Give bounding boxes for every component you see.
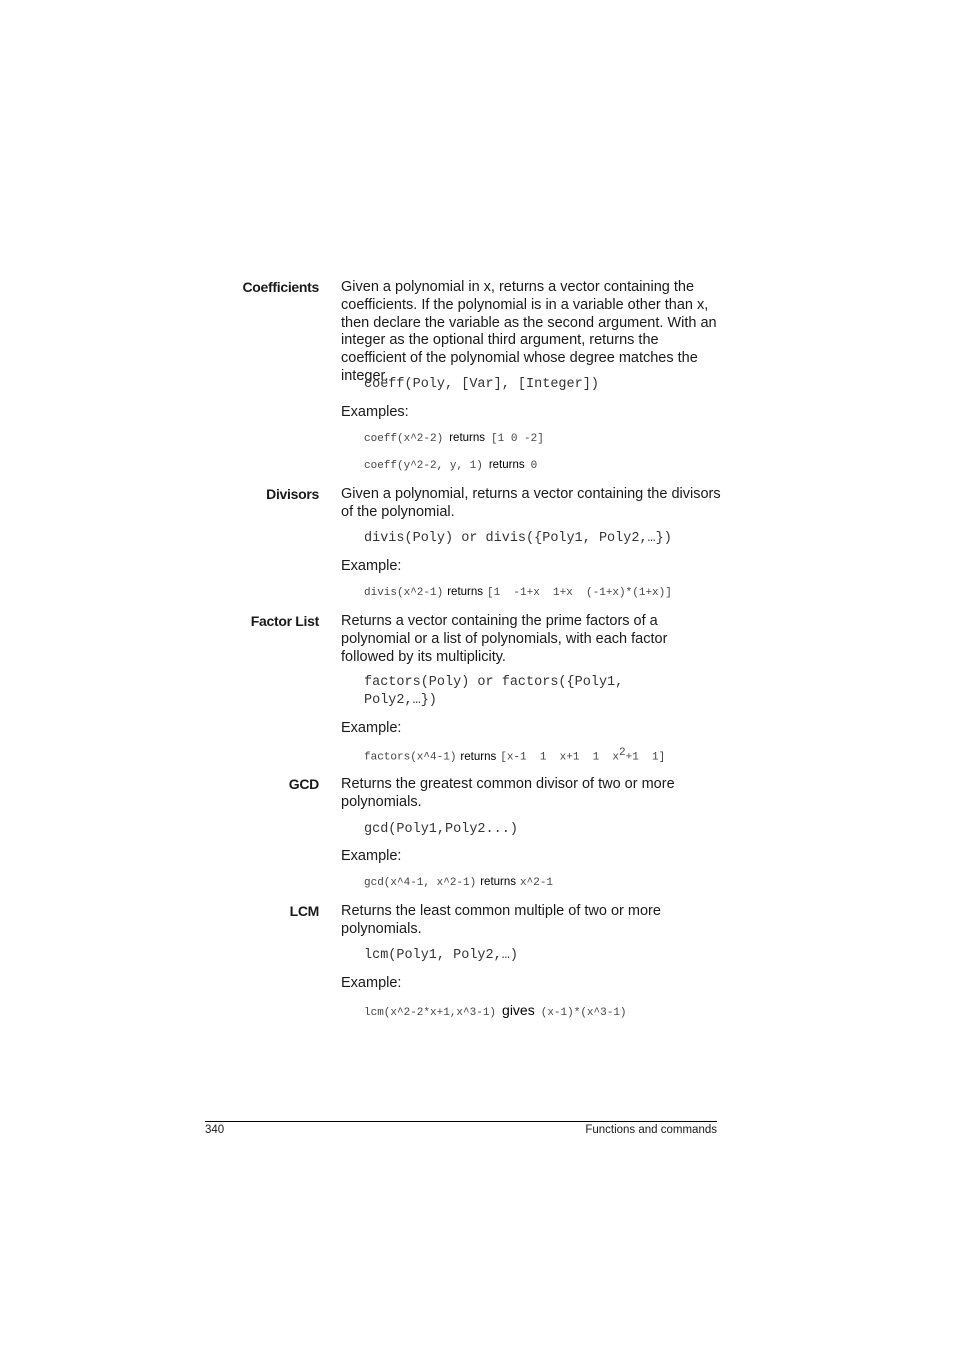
example-line — [364, 876, 553, 889]
examples-label: Example: — [341, 848, 402, 864]
divisors-description — [341, 486, 721, 522]
example-superscript: 2 — [619, 747, 626, 759]
example-input: gcd(x^4-1, x^2-1) — [364, 877, 477, 889]
example-line — [364, 459, 537, 472]
example-line — [364, 747, 665, 764]
examples-label: Example: — [341, 975, 402, 991]
example-line — [364, 1002, 627, 1019]
lcm-description — [341, 903, 671, 939]
description-text: Returns the least common multiple of two or more polynomials. — [341, 903, 661, 937]
example-word: returns — [449, 432, 486, 444]
examples-label: Example: — [341, 558, 402, 574]
divisors-syntax: divis(Poly) or divis({Poly1, Poly2,…}) — [364, 531, 672, 546]
term-gcd: GCD — [288, 776, 319, 792]
lcm-syntax: lcm(Poly1, Poly2,…) — [364, 948, 518, 963]
factor-list-syntax-line2: Poly2,…}) — [364, 693, 437, 708]
gcd-syntax: gcd(Poly1,Poly2...) — [364, 822, 518, 837]
example-input: lcm(x^2-2*x+1,x^3-1) — [364, 1007, 497, 1019]
example-output-tail: +1 1] — [625, 751, 666, 764]
examples-label: Example: — [341, 720, 402, 736]
example-word: gives — [502, 1002, 535, 1018]
term-factor-list: Factor List — [250, 613, 319, 629]
example-input: coeff(x^2-2) — [364, 433, 444, 445]
description-text: Returns a vector containing the prime factors of a polynomial or a list of polynomials, with each factor followed by its multiplicity. — [341, 613, 668, 665]
example-output: [1 0 -2] — [491, 433, 544, 445]
example-line — [364, 586, 672, 599]
example-output: [x-1 1 x+1 1 x — [500, 751, 620, 764]
term-coefficients: Coefficients — [242, 279, 319, 295]
description-text: Returns the greatest common divisor of two or more polynomials. — [341, 776, 675, 810]
footer-section-title: Functions and commands — [585, 1124, 717, 1136]
gcd-description — [341, 776, 681, 812]
term-divisors: Divisors — [266, 486, 319, 502]
example-input: coeff(y^2-2, y, 1) — [364, 460, 483, 472]
example-input: factors(x^4-1) — [364, 751, 457, 764]
page-number: 340 — [205, 1124, 225, 1136]
example-output: [1 -1+x 1+x (-1+x)*(1+x)] — [487, 587, 672, 599]
example-output: 0 — [530, 460, 538, 472]
footer-divider — [205, 1121, 717, 1122]
description-text: Given a polynomial in x, returns a vector containing the coefficients. If the polynomial is in a variable other than x, then declare the variable as the second argument. With an integer as the optional third argument, returns the coefficient of the polynomial whose degree matches the integer. — [341, 279, 717, 384]
description-text: Given a polynomial, returns a vector containing the divisors of the polynomial. — [341, 486, 721, 520]
example-input: divis(x^2-1) — [364, 587, 444, 599]
example-output: x^2-1 — [520, 877, 554, 889]
example-line — [364, 432, 544, 445]
example-output: (x-1)*(x^3-1) — [540, 1007, 627, 1019]
example-word: returns — [447, 586, 484, 598]
coefficients-syntax: coeff(Poly, [Var], [Integer]) — [364, 377, 599, 392]
example-word: returns — [480, 876, 517, 888]
example-word: returns — [460, 750, 497, 763]
term-lcm: LCM — [289, 903, 319, 919]
examples-label: Examples: — [341, 404, 409, 420]
factor-list-description — [341, 613, 721, 666]
coefficients-description — [341, 279, 721, 386]
factor-list-syntax-line1: factors(Poly) or factors({Poly1, — [364, 675, 624, 690]
example-word: returns — [488, 459, 525, 471]
